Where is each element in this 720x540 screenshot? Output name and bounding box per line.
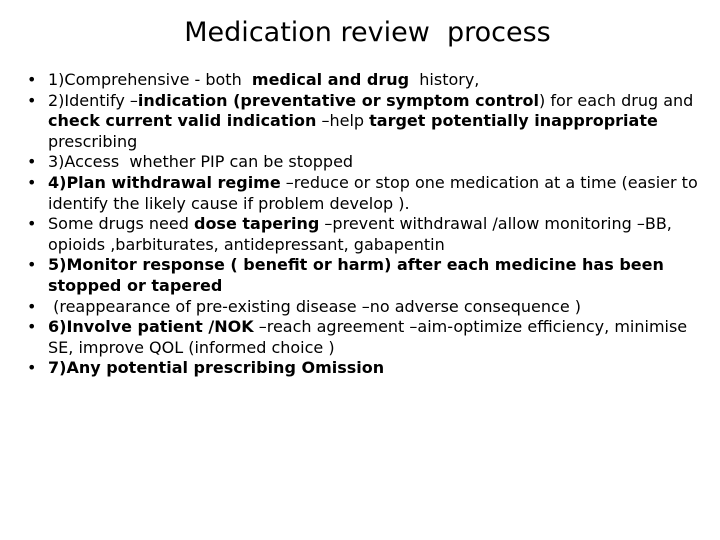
text-segment: –prevent withdrawal /allow monitoring –BB, opioids ,barbiturates, antidepressant, gabapentin: [48, 214, 677, 254]
text-segment: –help: [316, 111, 370, 131]
bullet-list: [27, 70, 707, 379]
text-segment: prescribing: [48, 111, 663, 151]
bullet-text: [48, 317, 707, 358]
bold-text-segment: 6)Involve patient /NOK: [48, 317, 254, 337]
bullet-text: [48, 214, 707, 255]
text-segment: –reduce or stop one medication at a time (easier to identify the likely cause if problem develop ).: [48, 172, 703, 213]
bullet-item: [27, 173, 707, 214]
bold-text-segment: 5)Monitor response ( benefit or harm) after each medicine has been stopped or tapered: [48, 255, 670, 295]
bullet-text: [48, 70, 707, 91]
text-segment: 3)Access whether PIP can be stopped: [48, 152, 354, 172]
bullet-item: [27, 214, 707, 255]
bullet-text: [48, 173, 707, 214]
bold-text-segment: 4)Plan withdrawal regime: [48, 172, 281, 192]
text-segment: 2)Identify –: [48, 90, 138, 110]
bold-text-segment: indication (preventative or symptom control: [137, 90, 539, 110]
bullet-symbol: •: [27, 152, 37, 172]
bullet-symbol: •: [27, 317, 37, 337]
bullet-symbol: •: [27, 358, 37, 378]
text-segment: ) for each drug and: [539, 90, 699, 110]
bold-text-segment: dose tapering: [193, 214, 320, 234]
bullet-symbol: •: [27, 172, 37, 192]
text-segment: history,: [409, 70, 480, 89]
bold-text-segment: 7)Any potential prescribing Omission: [48, 358, 385, 378]
bullet-symbol: •: [27, 90, 37, 110]
bullet-text: [48, 358, 707, 379]
bullet-symbol: •: [27, 214, 37, 234]
text-segment: 1)Comprehensive - both: [48, 70, 252, 89]
text-segment: Some drugs need: [48, 214, 194, 234]
bullet-item: [27, 255, 707, 296]
bullet-symbol: •: [27, 255, 37, 275]
bullet-text: [48, 91, 707, 153]
bullet-item: [27, 152, 707, 173]
bullet-item: [27, 91, 707, 153]
text-segment: –reach agreement –aim-optimize efficiency, minimise SE, improve QOL (informed choice ): [48, 317, 693, 357]
bullet-text: [48, 255, 707, 296]
slide-title: Medication review process: [184, 17, 551, 48]
bullet-text: [48, 297, 707, 318]
bullet-symbol: •: [27, 296, 37, 316]
bullet-item: [27, 70, 707, 91]
bullet-item: [27, 317, 707, 358]
bullet-text: [48, 152, 707, 173]
bold-text-segment: target potentially inappropriate: [369, 111, 658, 131]
bullet-item: [27, 358, 707, 379]
bullet-symbol: •: [27, 70, 37, 89]
bullet-item: [27, 297, 707, 318]
bold-text-segment: check current valid indication: [48, 111, 317, 131]
bold-text-segment: medical and drug: [251, 70, 410, 89]
text-segment: (reappearance of pre-existing disease –no adverse consequence ): [48, 296, 581, 316]
